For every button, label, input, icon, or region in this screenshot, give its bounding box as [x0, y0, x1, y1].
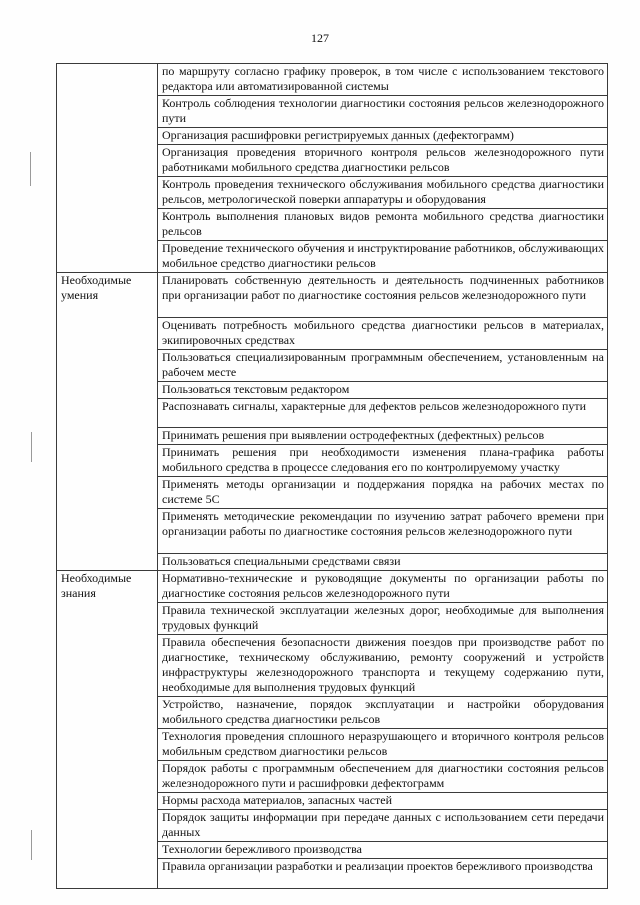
requirement-text: Принимать решения при выявлении остродефектных (дефектных) рельсов: [158, 428, 608, 445]
requirement-text: Организация проведения вторичного контроля рельсов железнодорожного пути работниками мобильного средства диагностики рельсов: [158, 145, 608, 177]
requirement-text: Пользоваться текстовым редактором: [158, 382, 608, 399]
section-label: Необходимые умения: [57, 273, 158, 571]
requirement-text: Порядок защиты информации при передаче данных с использованием сети передачи данных: [158, 810, 608, 842]
requirement-text: Нормы расхода материалов, запасных частей: [158, 793, 608, 810]
requirement-text: Распознавать сигналы, характерные для дефектов рельсов железнодорожного пути: [158, 399, 608, 428]
requirement-text: Организация расшифровки регистрируемых данных (дефектограмм): [158, 128, 608, 145]
requirement-text: Правила организации разработки и реализации проектов бережливого производства: [158, 859, 608, 889]
requirement-text: Оценивать потребность мобильного средства диагностики рельсов в материалах, экипировочных средствах: [158, 318, 608, 350]
requirement-text: Принимать решения при необходимости изменения плана-графика работы мобильного средства в процессе следования его по контролируемому участку: [158, 445, 608, 477]
requirement-text: Пользоваться специальными средствами связи: [158, 554, 608, 571]
requirement-text: Контроль проведения технического обслуживания мобильного средства диагностики рельсов, метрологической поверки аппаратуры и оборудования: [158, 177, 608, 209]
requirement-text: Порядок работы с программным обеспечением для диагностики состояния рельсов железнодорожного пути и расшифровки дефектограмм: [158, 761, 608, 793]
requirement-text: Контроль соблюдения технологии диагностики состояния рельсов железнодорожного пути: [158, 96, 608, 128]
table-row: [57, 571, 608, 603]
section-label: Необходимые знания: [57, 571, 158, 889]
requirement-text: Нормативно-технические и руководящие документы по организации работы по диагностике состояния рельсов железнодорожного пути: [158, 571, 608, 603]
requirement-text: Технология проведения сплошного неразрушающего и вторичного контроля рельсов мобильным средством диагностики рельсов: [158, 729, 608, 761]
requirement-text: Правила обеспечения безопасности движения поездов при производстве работ по диагностике, техническому обслуживанию, ремонту сооружений и устройств инфраструктуры железнодорожного транспорта и текущему содержанию пути, необходимые для выполнения трудовых функций: [158, 635, 608, 697]
requirement-text: Планировать собственную деятельность и деятельность подчиненных работников при организации работ по диагностике состояния рельсов железнодорожного пути: [158, 273, 608, 318]
requirement-text: Применять методические рекомендации по изучению затрат рабочего времени при организации работы по диагностике состояния рельсов железнодорожного пути: [158, 509, 608, 554]
margin-mark: [31, 432, 32, 462]
section-label: [57, 64, 158, 273]
margin-mark: [31, 830, 32, 860]
requirement-text: Устройство, назначение, порядок эксплуатации и настройки оборудования мобильного средства диагностики рельсов: [158, 697, 608, 729]
requirements-table: [56, 63, 608, 889]
requirements-table-body: [57, 64, 608, 889]
table-row: [57, 64, 608, 96]
table-row: [57, 273, 608, 318]
requirement-text: по маршруту согласно графику проверок, в том числе с использованием текстового редактора или автоматизированной системы: [158, 64, 608, 96]
margin-mark: [30, 152, 31, 186]
requirement-text: Применять методы организации и поддержания порядка на рабочих местах по системе 5С: [158, 477, 608, 509]
requirement-text: Технологии бережливого производства: [158, 842, 608, 859]
requirement-text: Правила технической эксплуатации железных дорог, необходимые для выполнения трудовых функций: [158, 603, 608, 635]
requirement-text: Проведение технического обучения и инструктирование работников, обслуживающих мобильное средство диагностики рельсов: [158, 241, 608, 273]
requirement-text: Контроль выполнения плановых видов ремонта мобильного средства диагностики рельсов: [158, 209, 608, 241]
requirement-text: Пользоваться специализированным программным обеспечением, установленным на рабочем месте: [158, 350, 608, 382]
page-number: 127: [311, 31, 329, 45]
